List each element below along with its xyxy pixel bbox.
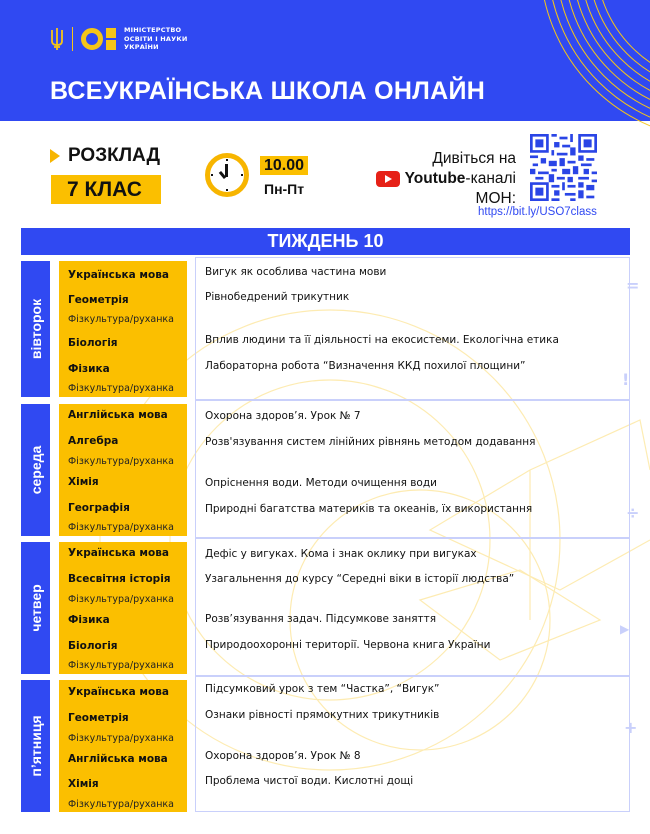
topic: Рівнобедрений трикутник [205, 291, 350, 303]
subject: Фізкультура/руханка [68, 383, 174, 394]
subject: Фізика [68, 614, 110, 626]
subjects-column [59, 680, 187, 812]
topics-column [195, 400, 630, 538]
topic: Вигук як особлива частина мови [205, 266, 387, 278]
subject: Фізкультура/руханка [68, 594, 174, 605]
logo-divider [72, 27, 73, 51]
youtube-promo: Дивіться на Youtube -каналі МОН: [376, 149, 516, 209]
logo-circle-icon [81, 28, 103, 50]
topic: Природоохоронні території. Червона книга України [205, 639, 491, 651]
day-label: четвер [21, 542, 50, 674]
header-banner [0, 0, 650, 121]
topic: Природні багатства материків та океанів, їх використання [205, 503, 533, 515]
day-block-wednesday [21, 400, 630, 538]
triangle-icon [50, 149, 60, 163]
topic: Узагальнення до курсу “Середні віки в історії людства” [205, 573, 515, 585]
day-block-thursday [21, 538, 630, 676]
schedule-info [0, 121, 650, 226]
page-title: ВСЕУКРАЇНСЬКА ШКОЛА ОНЛАЙН [50, 77, 486, 105]
topics-column [195, 538, 630, 676]
topics-column [195, 676, 630, 812]
subjects-column [59, 261, 187, 397]
subject: Геометрія [68, 294, 129, 306]
week-title: ТИЖДЕНЬ 10 [21, 228, 630, 255]
subjects-column [59, 404, 187, 536]
subjects-column [59, 542, 187, 674]
subject: Фізкультура/руханка [68, 522, 174, 533]
subject: Геометрія [68, 712, 129, 724]
day-block-friday [21, 676, 630, 812]
subject: Біологія [68, 337, 118, 349]
subject: Фізкультура/руханка [68, 314, 174, 325]
day-label: вівторок [21, 261, 50, 397]
subject: Фізкультура/руханка [68, 733, 174, 744]
subject: Українська мова [68, 269, 169, 281]
subject: Фізкультура/руханка [68, 456, 174, 467]
subject: Географія [68, 502, 130, 514]
subject: Англійська мова [68, 409, 168, 421]
subject: Алгебра [68, 435, 119, 447]
topic: Лабораторна робота “Визначення ККД похилої площини” [205, 360, 526, 372]
broadcast-days: Пн-Пт [264, 181, 305, 197]
subject: Хімія [68, 778, 99, 790]
subject: Хімія [68, 476, 99, 488]
class-badge: 7 КЛАС [51, 175, 161, 204]
day-label: середа [21, 404, 50, 536]
qr-code[interactable] [530, 134, 597, 201]
subject: Фізика [68, 363, 110, 375]
topics-column [195, 257, 630, 400]
divide-deco-icon: ÷ [626, 503, 640, 522]
topic: Опріснення води. Методи очищення води [205, 477, 437, 489]
clock-icon [205, 153, 249, 197]
subject: Всесвітня історія [68, 573, 171, 585]
topic: Вплив людини та її діяльності на екосистеми. Екологічна етика [205, 334, 559, 346]
topic: Ознаки рівності прямокутних трикутників [205, 709, 440, 721]
logo-squares-icon [106, 28, 116, 50]
ministry-name: МІНІСТЕРСТВО ОСВІТИ І НАУКИ УКРАЇНИ [124, 26, 188, 52]
topic: Дефіс у вигуках. Кома і знак оклику при вигуках [205, 548, 477, 560]
youtube-link[interactable]: https://bit.ly/USO7class [478, 206, 597, 218]
youtube-icon [376, 171, 400, 187]
topic: Охорона здоров’я. Урок № 8 [205, 750, 361, 762]
topic: Проблема чистої води. Кислотні дощі [205, 775, 414, 787]
trident-icon [50, 27, 64, 51]
ministry-logo [50, 26, 188, 52]
triangle-deco-icon: ▶ [620, 622, 630, 636]
subject: Біологія [68, 640, 118, 652]
broadcast-time: 10.00 [260, 156, 308, 175]
day-block-tuesday [21, 257, 630, 400]
equals-deco-icon: = [626, 276, 640, 295]
topic: Розв'язування систем лінійних рівнянь методом додавання [205, 436, 536, 448]
topic: Розв’язування задач. Підсумкове заняття [205, 613, 437, 625]
topic: Підсумковий урок з тем “Частка”, “Вигук” [205, 683, 440, 695]
subject: Фізкультура/руханка [68, 799, 174, 810]
subject: Українська мова [68, 547, 169, 559]
subject: Фізкультура/руханка [68, 660, 174, 671]
subject: Англійська мова [68, 753, 168, 765]
subject: Українська мова [68, 686, 169, 698]
exclamation-deco-icon: ! [622, 370, 630, 389]
plus-deco-icon: + [624, 718, 638, 737]
schedule-heading: РОЗКЛАД [50, 145, 160, 167]
day-label: п’ятниця [21, 680, 50, 812]
topic: Охорона здоров’я. Урок № 7 [205, 410, 361, 422]
